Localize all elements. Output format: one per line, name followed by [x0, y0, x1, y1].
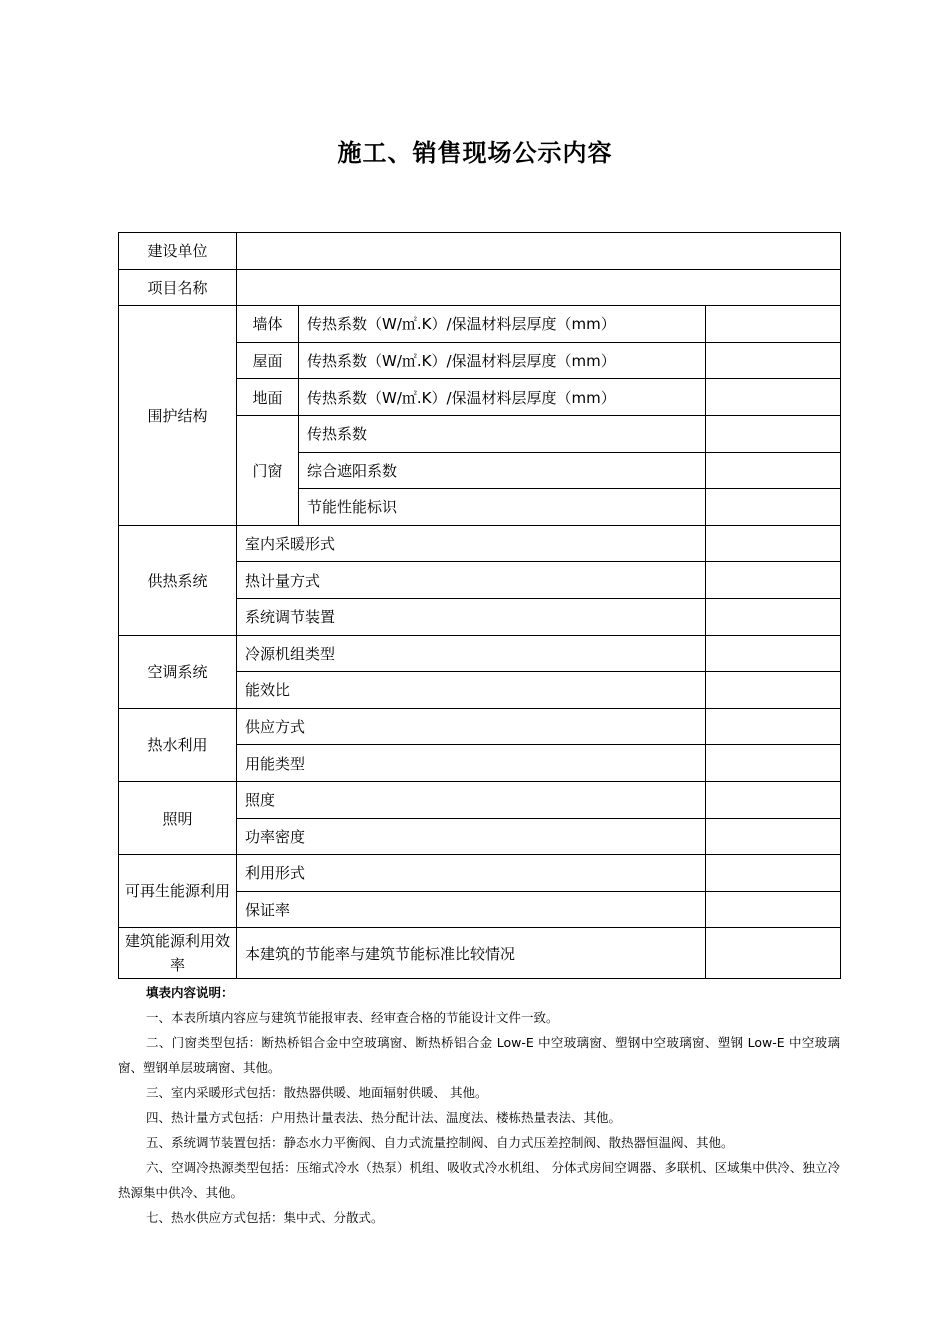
value-cell[interactable]: [706, 928, 841, 979]
item-label: 功率密度: [237, 818, 706, 855]
table-row: [119, 525, 841, 562]
item-label: 热计量方式: [237, 562, 706, 599]
item-label: 室内采暖形式: [237, 525, 706, 562]
item-label: 本建筑的节能率与建筑节能标准比较情况: [237, 928, 706, 979]
value-cell[interactable]: [706, 781, 841, 818]
item-label: 系统调节装置: [237, 598, 706, 635]
group-label-gongre: 供热系统: [119, 525, 237, 635]
value-cell[interactable]: [706, 379, 841, 416]
disclosure-table: [118, 232, 841, 979]
group-label-reshui: 热水利用: [119, 708, 237, 781]
value-cell[interactable]: [706, 635, 841, 672]
item-label: 能效比: [237, 672, 706, 709]
group-label-kezaisheng: 可再生能源利用: [119, 855, 237, 928]
table-row: [119, 635, 841, 672]
item-label: 传热系数（W/㎡.K）/保温材料层厚度（mm）: [299, 379, 706, 416]
item-label: 保证率: [237, 891, 706, 928]
item-label: 供应方式: [237, 708, 706, 745]
value-cell[interactable]: [237, 233, 841, 270]
note-line: 六、空调冷热源类型包括：压缩式冷水（热泵）机组、吸收式冷水机组、 分体式房间空调器、多联机、区域集中供冷、独立冷热源集中供冷、其他。: [118, 1160, 840, 1200]
value-cell[interactable]: [706, 855, 841, 892]
item-label: 冷源机组类型: [237, 635, 706, 672]
table-row: [119, 855, 841, 892]
value-cell[interactable]: [706, 525, 841, 562]
row-label-xiangmu: 项目名称: [119, 269, 237, 306]
item-label: 综合遮阳系数: [299, 452, 706, 489]
table-row: [119, 269, 841, 306]
table-row: [119, 306, 841, 343]
item-label: 照度: [237, 781, 706, 818]
value-cell[interactable]: [706, 891, 841, 928]
table-row: [119, 708, 841, 745]
item-label: 用能类型: [237, 745, 706, 782]
group-label-zhaoming: 照明: [119, 781, 237, 854]
value-cell[interactable]: [706, 708, 841, 745]
note-line: 一、本表所填内容应与建筑节能报审表、经审查合格的节能设计文件一致。: [146, 1010, 559, 1025]
item-label: 传热系数（W/㎡.K）/保温材料层厚度（mm）: [299, 306, 706, 343]
value-cell[interactable]: [237, 269, 841, 306]
note-line: 二、门窗类型包括：断热桥铝合金中空玻璃窗、断热桥铝合金 Low-E 中空玻璃窗、塑钢中空玻璃窗、塑钢 Low-E 中空玻璃窗、塑钢单层玻璃窗、其他。: [118, 1035, 840, 1075]
item-label: 传热系数（W/㎡.K）/保温材料层厚度（mm）: [299, 342, 706, 379]
value-cell[interactable]: [706, 342, 841, 379]
item-label: 节能性能标识: [299, 489, 706, 526]
sub-label-dimian: 地面: [237, 379, 299, 416]
sub-label-qiangti: 墙体: [237, 306, 299, 343]
item-label: 传热系数: [299, 415, 706, 452]
group-label-weihu: 围护结构: [119, 306, 237, 526]
value-cell[interactable]: [706, 745, 841, 782]
note-line: 三、室内采暖形式包括：散热器供暖、地面辐射供暖、 其他。: [146, 1085, 488, 1100]
note-line: 五、系统调节装置包括：静态水力平衡阀、自力式流量控制阀、自力式压差控制阀、散热器恒温阀、其他。: [146, 1135, 734, 1150]
group-label-kongtiao: 空调系统: [119, 635, 237, 708]
value-cell[interactable]: [706, 818, 841, 855]
group-label-nengyuan: 建筑能源利用效率: [119, 928, 237, 979]
notes-heading: 填表内容说明：: [146, 985, 234, 1000]
value-cell[interactable]: [706, 306, 841, 343]
value-cell[interactable]: [706, 489, 841, 526]
value-cell[interactable]: [706, 562, 841, 599]
note-line: 七、热水供应方式包括：集中式、分散式。: [146, 1210, 384, 1225]
value-cell[interactable]: [706, 598, 841, 635]
value-cell[interactable]: [706, 672, 841, 709]
item-label: 利用形式: [237, 855, 706, 892]
row-label-jianshe: 建设单位: [119, 233, 237, 270]
note-line: 四、热计量方式包括：户用热计量表法、热分配计法、温度法、楼栋热量表法、其他。: [146, 1110, 622, 1125]
page-title: 施工、销售现场公示内容: [337, 139, 613, 167]
table-row: [119, 233, 841, 270]
value-cell[interactable]: [706, 415, 841, 452]
sub-label-wumian: 屋面: [237, 342, 299, 379]
value-cell[interactable]: [706, 452, 841, 489]
fill-instructions: [118, 980, 840, 1230]
table-row: [119, 928, 841, 979]
table-row: [119, 781, 841, 818]
sub-label-menchuang: 门窗: [237, 415, 299, 525]
